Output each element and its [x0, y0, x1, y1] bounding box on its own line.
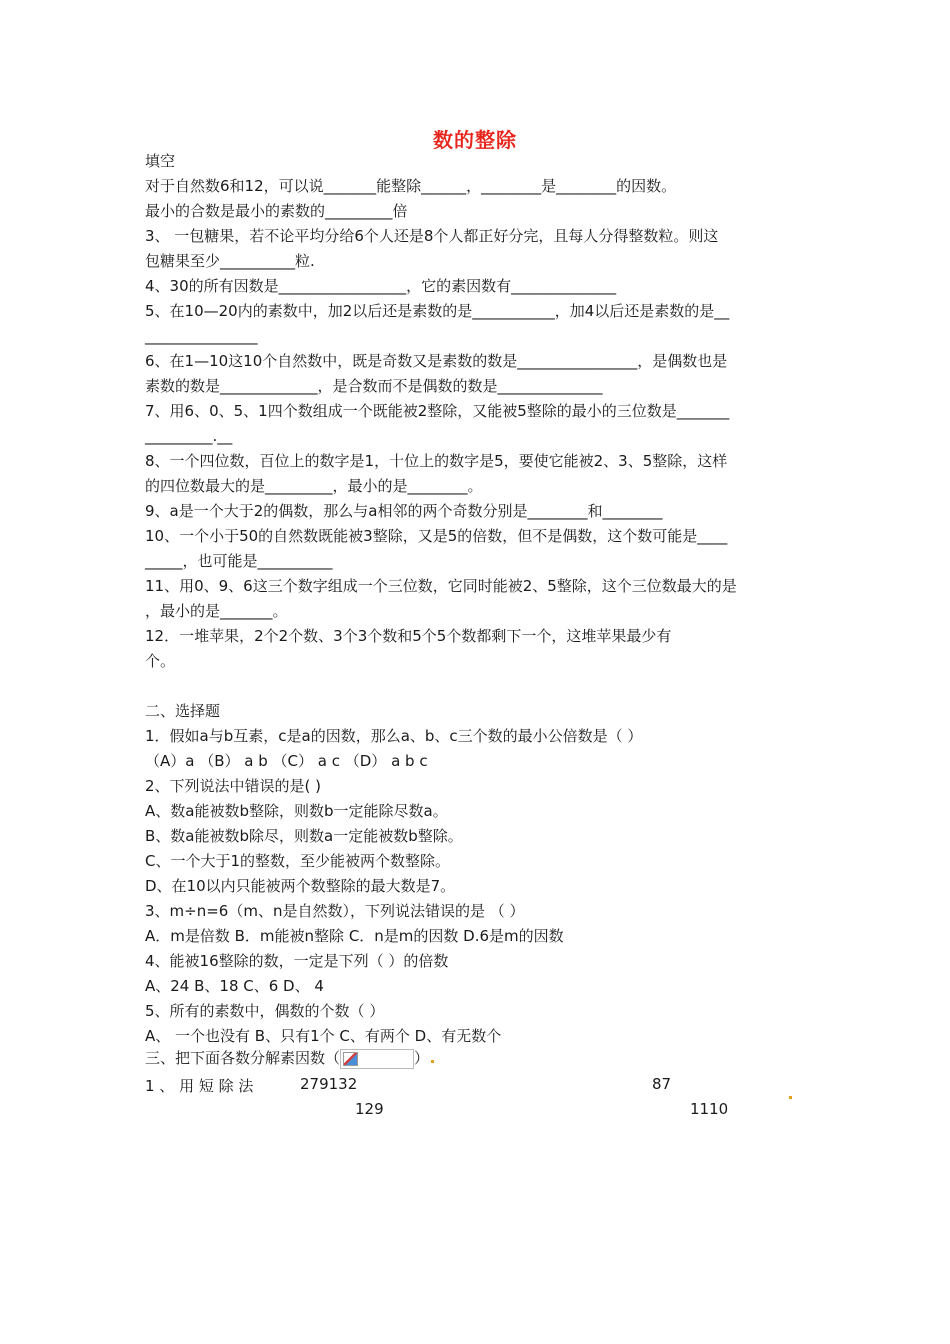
number-item: 129	[355, 1100, 384, 1118]
choice-line: C、一个大于1的整数，至少能被两个数整除。	[145, 852, 451, 870]
question-line: ，最小的是_______。	[145, 602, 288, 620]
page-title: 数的整除	[433, 128, 517, 152]
number-item: 1110	[690, 1100, 729, 1118]
mark-dot-inner	[789, 1096, 792, 1099]
choice-line: A、24 B、18 C、6 D、 4	[145, 977, 324, 995]
number-item: 279132	[300, 1075, 358, 1093]
choice-line: 3、m÷n=6（m、n是自然数），下列说法错误的是 （ ）	[145, 902, 525, 920]
question-line: 素数的数是_____________，是合数而不是偶数的数是______________	[145, 377, 603, 395]
question-line: 3、 一包糖果，若不论平均分给6个人还是8个人都正好分完，且每人分得整数粒。则这	[145, 227, 719, 245]
question-line: 7、用6、0、5、1四个数组成一个既能被2整除，又能被5整除的最小的三位数是_______	[145, 402, 730, 420]
section2-heading: 二、选择题	[145, 702, 221, 720]
choice-line: A．m是倍数 B．m能被n整除 C．n是m的因数 D.6是m的因数	[145, 927, 564, 945]
question-line: _____，也可能是__________	[145, 552, 333, 570]
question-line: 6、在1—10这10个自然数中，既是奇数又是素数的数是________________，是偶数也是	[145, 352, 728, 370]
image-placeholder-icon	[343, 1052, 358, 1066]
short-division-label: 1 、 用 短 除 法	[145, 1077, 254, 1095]
question-line: _______________	[145, 327, 258, 345]
question-line: 对于自然数6和12，可以说_______能整除______，________是________的因数。	[145, 177, 677, 195]
choice-line: A、数a能被数b整除，则数b一定能除尽数a。	[145, 802, 448, 820]
choice-line: A、 一个也没有 B、只有1个 C、有两个 D、有无数个	[145, 1027, 502, 1045]
mark-dot	[787, 1085, 792, 1103]
number-item: 87	[652, 1075, 672, 1093]
section3-heading-prefix: 三、把下面各数分解素因数（	[145, 1049, 341, 1067]
choice-line: 2、下列说法中错误的是( )	[145, 777, 322, 795]
choice-line: （A）a （B） a b （C） a c （D） a b c	[145, 752, 428, 770]
mark-dot	[431, 1060, 434, 1063]
choice-line: B、数a能被数b除尽，则数a一定能被数b整除。	[145, 827, 463, 845]
question-line: 10、一个小于50的自然数既能被3整除，又是5的倍数，但不是偶数，这个数可能是____	[145, 527, 728, 545]
broken-image-icon	[340, 1049, 414, 1069]
section3-heading	[145, 1048, 434, 1069]
section1-heading: 填空	[145, 152, 176, 170]
question-line: 5、在10—20内的素数中，加2以后还是素数的是___________，加4以后还是素数的是__	[145, 302, 730, 320]
choice-line: 4、能被16整除的数，一定是下列（ ）的倍数	[145, 952, 449, 970]
question-line: 11、用0、9、6这三个数字组成一个三位数，它同时能被2、5整除，这个三位数最大的是	[145, 577, 737, 595]
section3-heading-suffix: ）	[414, 1049, 430, 1067]
question-line: 12．一堆苹果，2个2个数、3个3个数和5个5个数都剩下一个，这堆苹果最少有	[145, 627, 672, 645]
question-line: 8、一个四位数，百位上的数字是1，十位上的数字是5，要使它能被2、3、5整除，这样	[145, 452, 728, 470]
question-line: 9、a是一个大于2的偶数，那么与a相邻的两个奇数分别是________和________	[145, 502, 663, 520]
question-line: 的四位数最大的是_________，最小的是________。	[145, 477, 483, 495]
choice-line: D、在10以内只能被两个数整除的最大数是7。	[145, 877, 456, 895]
question-line: 4、30的所有因数是_________________，它的素因数有______________	[145, 277, 617, 295]
choice-line: 1．假如a与b互素，c是a的因数，那么a、b、c三个数的最小公倍数是（ ）	[145, 727, 643, 745]
question-line: 最小的合数是最小的素数的_________倍	[145, 202, 408, 220]
question-line: 包糖果至少__________粒.	[145, 252, 315, 270]
question-line: 个。	[145, 652, 176, 670]
question-line: _________.__	[145, 427, 233, 445]
choice-line: 5、所有的素数中，偶数的个数（ ）	[145, 1002, 385, 1020]
